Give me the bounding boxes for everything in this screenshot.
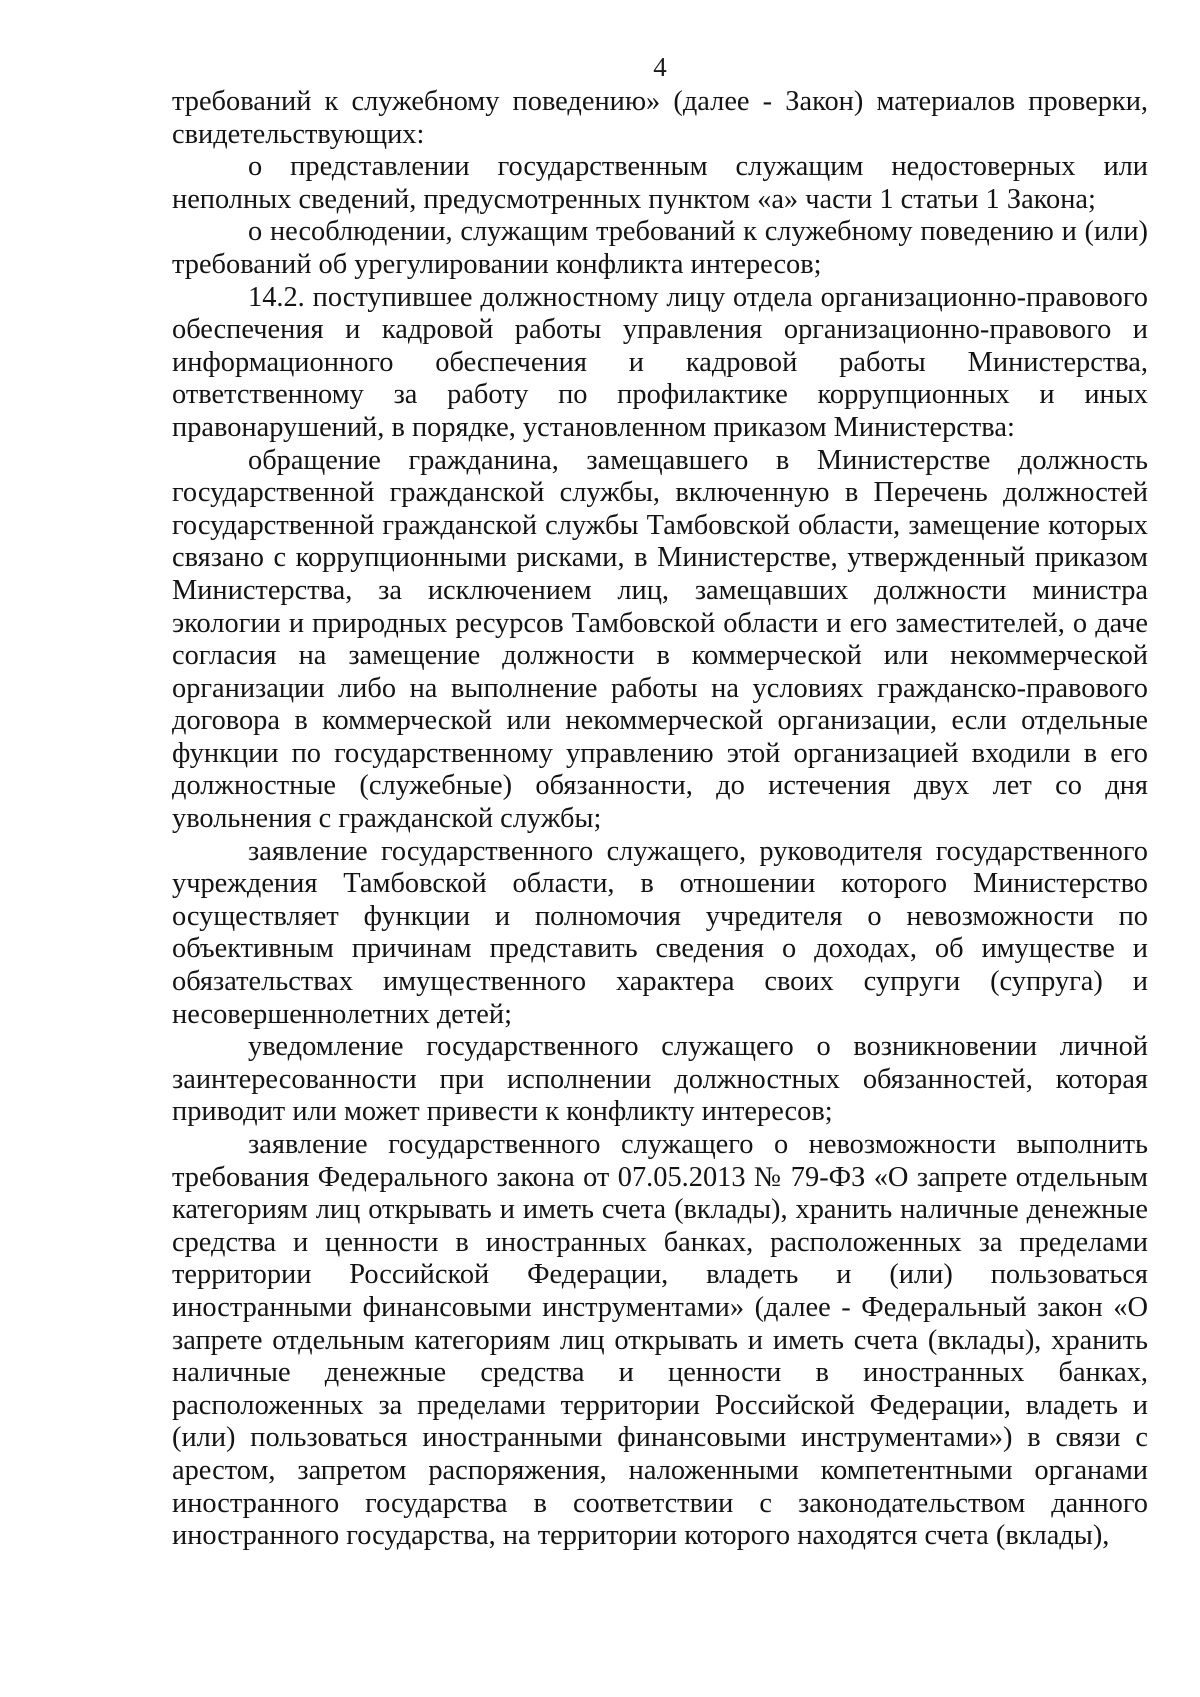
paragraph-conflict-notification: уведомление государственного служащего о возникновении личной заинтересованности при исполнении должностных обязанностей, которая приводит или может привести к конфликту интересов; [172, 1031, 1148, 1128]
paragraph-foreign-accounts: заявление государственного служащего о невозможности выполнить требования Федерального закона от 07.05.2013 № 79-ФЗ «О запрете отдельным категориям лиц открывать и иметь счета (вклады), хранить наличные денежные средства и ценности в иностранных банках, расположенных за пределами территории Российской Федерации, владеть и (или) пользоваться иностранными финансовыми инструментами» (далее - Федеральный закон «О запрете отдельным категориям лиц открывать и иметь счета (вклады), хранить наличные денежные средства и ценности в иностранных банках, расположенных за пределами территории Российской Федерации, владеть и (или) пользоваться иностранными финансовыми инструментами») в связи с арестом, запретом распоряжения, наложенными компетентными органами иностранного государства в соответствии с законодательством данного иностранного государства, на территории которого находятся счета (вклады), [172, 1129, 1148, 1552]
paragraph-false-information: о представлении государственным служащим недостоверных или неполных сведений, предусмотренных пунктом «а» части 1 статьи 1 Закона; [172, 151, 1148, 215]
paragraph-non-compliance: о несоблюдении, служащим требований к служебному поведению и (или) требований об урегулировании конфликта интересов; [172, 216, 1148, 280]
paragraph-continuation: требований к служебному поведению» (далее - Закон) материалов проверки, свидетельствующих: [172, 86, 1148, 150]
paragraph-citizen-appeal: обращение гражданина, замещавшего в Министерстве должность государственной гражданской службы, включенную в Перечень должностей государственной гражданской службы Тамбовской области, замещение которых связано с коррупционными рисками, в Министерстве, утвержденный приказом Министерства, за исключением лиц, замещавших должности министра экологии и природных ресурсов Тамбовской области и его заместителей, о даче согласия на замещение должности в коммерческой или некоммерческой организации либо на выполнение работы на условиях гражданско-правового договора в коммерческой или некоммерческой организации, если отдельные функции по государственному управлению этой организацией входили в его должностные (служебные) обязанности, до истечения двух лет со дня увольнения с гражданской службы; [172, 444, 1148, 835]
paragraph-income-statement: заявление государственного служащего, руководителя государственного учреждения Тамбовской области, в отношении которого Министерство осуществляет функции и полномочия учредителя о невозможности по объективным причинам представить сведения о доходах, об имуществе и обязательствах имущественного характера своих супруги (супруга) и несовершеннолетних детей; [172, 835, 1148, 1030]
document-body [172, 86, 1148, 1553]
page-number: 4 [653, 52, 667, 82]
paragraph-clause-14-2: 14.2. поступившее должностному лицу отдела организационно-правового обеспечения и кадровой работы управления организационно-правового и информационного обеспечения и кадровой работы Министерства, ответственному за работу по профилактике коррупционных и иных правонарушений, в порядке, установленном приказом Министерства: [172, 281, 1148, 443]
